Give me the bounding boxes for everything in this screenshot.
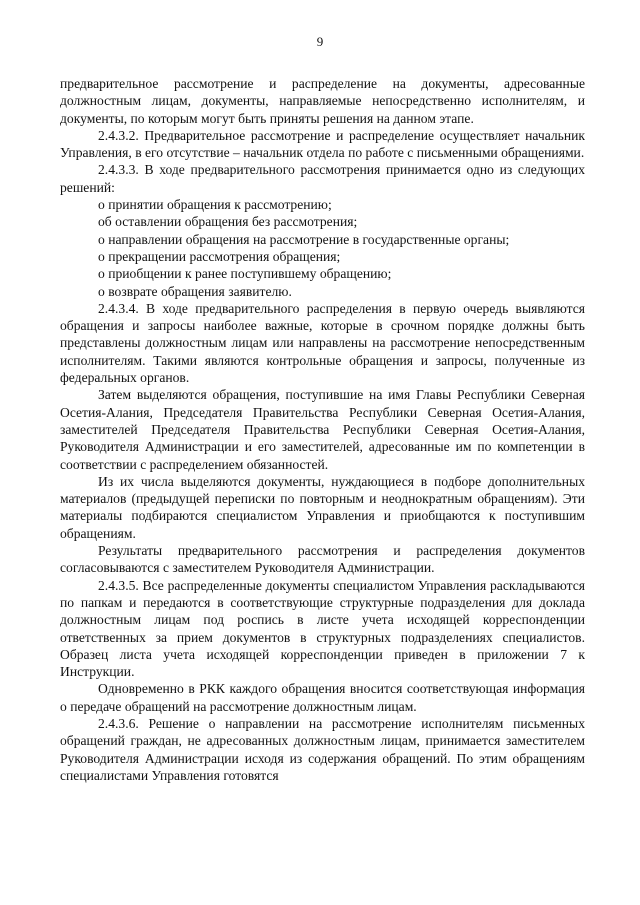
paragraph: 2.4.3.5. Все распределенные документы специалистом Управления раскладываются по папкам и передаются в соответствующие структурные подразделения для доклада должностным лицам под роспись в листе учета исходящей корреспонденции ответственных за прием документов в структурных подразделениях специалистов. Образец листа учета исходящей корреспонденции приведен в приложении 7 к Инструкции. [60,577,585,680]
decision-option: о прекращении рассмотрения обращения; [98,248,341,264]
page-number: 9 [316,34,324,49]
paragraph: Затем выделяются обращения, поступившие на имя Главы Республики Северная Осетия-Алания, Председателя Правительства Республики Северная Осетия-Алания, заместителей Председателя Правительства Республики Северная Осетия-Алания, Руководителя Администрации и его заместителей, адресованные им по компетенции в соответствии с распределением обязанностей. [60,387,585,472]
paragraph: 2.4.3.4. В ходе предварительного распределения в первую очередь выявляются обращения и запросы наиболее важные, которые в срочном порядке должны быть представлены должностным лицам или направлены на рассмотрение непосредственным исполнителям. Такими являются контрольные обращения и запросы, полученные из федеральных органов. [60,300,585,386]
paragraph: 2.4.3.3. В ходе предварительного рассмотрения принимается одно из следующих решений: [60,162,585,195]
decision-option: о направлении обращения на рассмотрение в государственные органы; [98,231,510,247]
paragraph: Результаты предварительного рассмотрения и распределения документов согласовываются с заместителем Руководителя Администрации. [60,543,585,576]
decision-option: о принятии обращения к рассмотрению; [98,197,332,213]
paragraph: предварительное рассмотрение и распределение на документы, адресованные должностным лицам, документы, направляемые непосредственно исполнителям, и документы, по которым могут быть приняты решения на данном этапе. [60,76,585,126]
decision-option: об оставлении обращения без рассмотрения; [98,214,358,230]
paragraph: Из их числа выделяются документы, нуждающиеся в подборе дополнительных материалов (предыдущей переписки по повторным и неоднократным обращениям). Эти материалы подбираются специалистом Управления и приобщаются к поступившим обращениям. [60,473,585,541]
paragraph: 2.4.3.6. Решение о направлении на рассмотрение исполнителям письменных обращений граждан, не адресованных должностным лицам, принимается заместителем Руководителя Администрации исходя из содержания обращений. По этим обращениям специалистами Управления готовятся [60,715,585,783]
document-body [60,75,585,784]
decision-option: о приобщении к ранее поступившему обращению; [98,266,392,282]
paragraph: Одновременно в РКК каждого обращения вносится соответствующая информация о передаче обращений на рассмотрение должностным лицам. [60,681,585,714]
decision-option: о возврате обращения заявителю. [98,283,292,299]
paragraph: 2.4.3.2. Предварительное рассмотрение и распределение осуществляет начальник Управления, в его отсутствие – начальник отдела по работе с письменными обращениями. [60,127,585,161]
